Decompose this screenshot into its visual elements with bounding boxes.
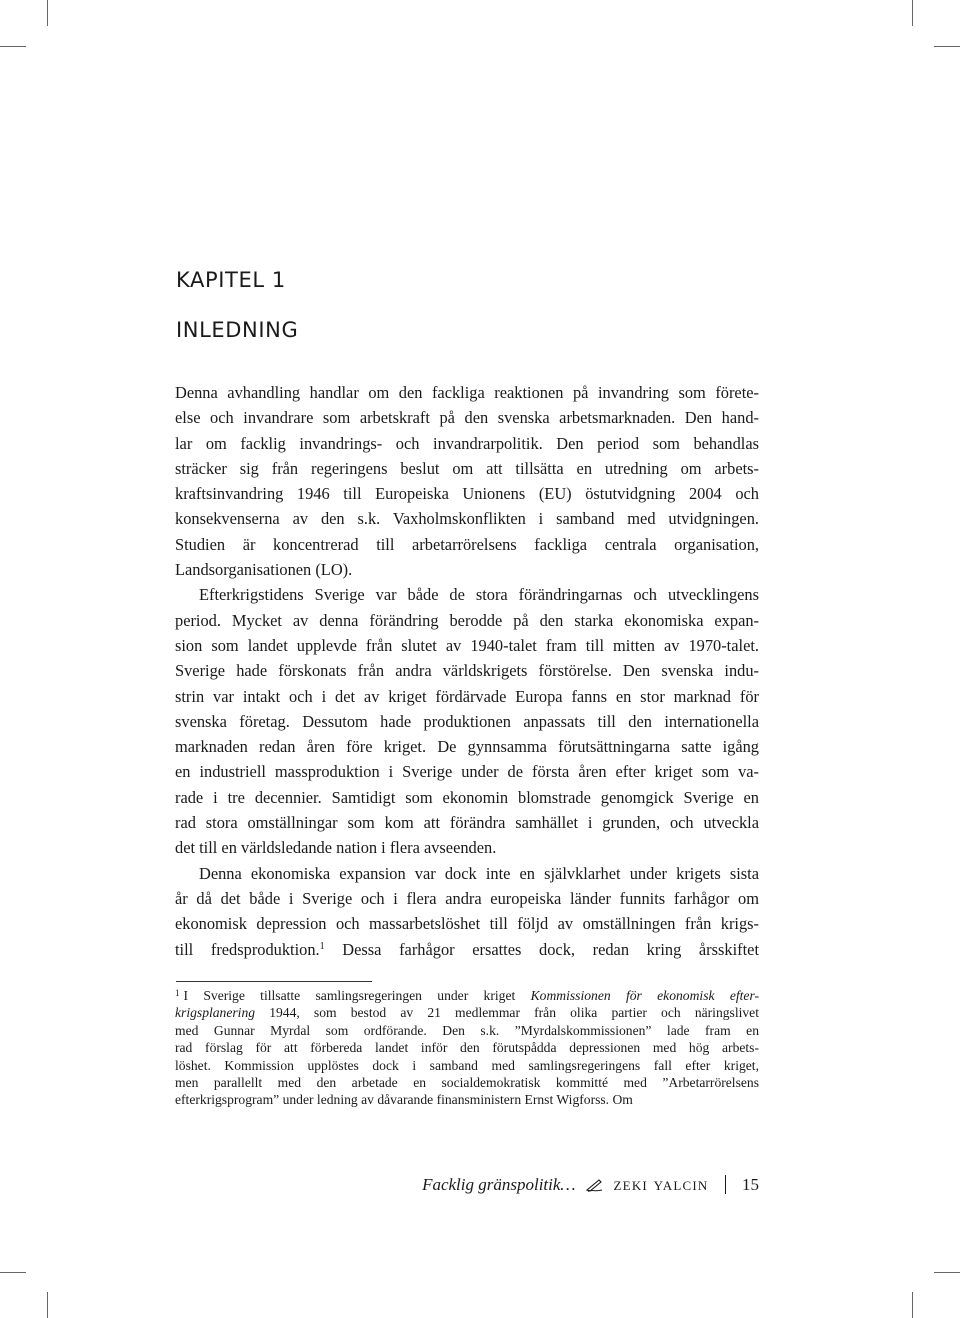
running-footer bbox=[422, 1174, 759, 1195]
text-line: det till en världsledande nation i flera avseenden. bbox=[175, 838, 497, 858]
crop-mark bbox=[0, 46, 26, 47]
text-line: Landsorganisationen (LO). bbox=[175, 560, 353, 580]
footnote-line: löshet. Kommission upplöstes dock i samband med samlingsregeringens fall efter kriget, bbox=[175, 1057, 759, 1073]
text-line: Studien är koncentrerad till arbetarrörelsens fackliga centrala organisation, bbox=[175, 534, 759, 554]
writing-hand-icon bbox=[586, 1178, 604, 1192]
text-line: Denna ekonomiska expansion var dock inte en självklarhet under krigets sista bbox=[199, 863, 759, 883]
footnote bbox=[175, 987, 759, 1109]
footer-separator bbox=[725, 1175, 727, 1194]
footnote-line: men parallellt med den arbetade en socialdemokratisk kommitté med ”Arbetarrörelsens bbox=[175, 1075, 759, 1091]
text-line: sion som landet upplevde från slutet av 1940-talet fram till mitten av 1970-talet. bbox=[175, 635, 759, 655]
text-line: Efterkrigstidens Sverige var både de stora förändringarnas och utvecklingens bbox=[199, 585, 759, 605]
text-line bbox=[175, 937, 759, 962]
footnote-line bbox=[175, 1004, 759, 1021]
text-line: svenska företag. Dessutom hade produktionen anpassats till den internationella bbox=[175, 711, 759, 731]
text-segment: 1944, som bestod av 21 medlemmar från olika partier och näringslivet bbox=[255, 1005, 759, 1021]
italic-title: Kommissionen för ekonomisk efter- bbox=[530, 988, 760, 1003]
book-title: Facklig gränspolitik… bbox=[422, 1174, 576, 1194]
footnote-line: med Gunnar Myrdal som ordförande. Den s.k. ”Myrdalskommissionen” lade fram en bbox=[175, 1022, 759, 1038]
text-line: år då det både i Sverige och i flera andra europeiska länder funnits farhågor om bbox=[175, 888, 759, 908]
text-segment: Dessa farhågor ersattes dock, redan kring årsskiftet bbox=[324, 939, 759, 959]
footnote-divider bbox=[176, 981, 372, 982]
text-line: lar om facklig invandrings- och invandrarpolitik. Den period som behandlas bbox=[175, 433, 759, 453]
text-line: rad stora omställningar som kom att förändra samhället i grunden, och utveckla bbox=[175, 813, 759, 833]
chapter-title: INLEDNING bbox=[176, 318, 299, 342]
crop-mark bbox=[934, 1272, 960, 1273]
text-line: rade i tre decennier. Samtidigt som ekonomin blomstrade genomgick Sverige en bbox=[175, 787, 759, 807]
footnote-reference[interactable]: 1 bbox=[319, 940, 325, 952]
crop-mark bbox=[934, 46, 960, 47]
paragraph bbox=[175, 582, 759, 860]
text-line: Denna avhandling handlar om den fackliga reaktionen på invandring som förete- bbox=[175, 383, 759, 402]
italic-title: krigsplanering bbox=[175, 1005, 256, 1021]
crop-mark bbox=[47, 1292, 48, 1318]
text-line: period. Mycket av denna förändring berodde på den starka ekonomiska expan- bbox=[175, 610, 759, 630]
body-text bbox=[175, 380, 759, 962]
text-line: else och invandrare som arbetskraft på den svenska arbetsmarknaden. Den hand- bbox=[175, 408, 759, 428]
chapter-label: KAPITEL 1 bbox=[176, 268, 286, 292]
text-line: Sverige hade förskonats från andra världskrigets förstörelse. Den svenska indu- bbox=[175, 661, 759, 681]
footnote-line bbox=[175, 987, 759, 1004]
footnote-line: efterkrigsprogram” under ledning av dåvarande finansministern Ernst Wigforss. Om bbox=[175, 1092, 633, 1108]
text-line: sträcker sig från regeringens beslut om att tillsätta en utredning om arbets- bbox=[175, 458, 759, 478]
text-segment: till fredsproduktion. bbox=[175, 939, 320, 959]
text-line: ekonomisk depression och massarbetslöshet till följd av omställningen från krigs- bbox=[175, 914, 759, 934]
text-line: konsekvenserna av den s.k. Vaxholmskonflikten i samband med utvidgningen. bbox=[175, 509, 759, 529]
text-line: en industriell massproduktion i Sverige under de första åren efter kriget som va- bbox=[175, 762, 759, 782]
footnote-line: rad förslag för att förbereda landet inför den förutspådda depressionen med hög arbets- bbox=[175, 1040, 759, 1056]
paragraph bbox=[175, 380, 759, 582]
text-line: marknaden redan åren före kriget. De gynnsamma förutsättningarna satte igång bbox=[175, 737, 759, 757]
text-line: kraftsinvandring 1946 till Europeiska Unionens (EU) östutvidgning 2004 och bbox=[175, 484, 759, 504]
paragraph bbox=[175, 861, 759, 962]
crop-mark bbox=[47, 0, 48, 26]
footnote-number: 1 bbox=[175, 988, 180, 998]
page-number: 15 bbox=[742, 1174, 759, 1194]
crop-mark bbox=[912, 1292, 913, 1318]
text-line: strin var intakt och i det av kriget fördärvade Europa fanns en stor marknad för bbox=[175, 686, 759, 706]
author-name: zeki yalcin bbox=[613, 1174, 709, 1194]
crop-mark bbox=[0, 1272, 26, 1273]
text-segment: I Sverige tillsatte samlingsregeringen under kriget bbox=[183, 988, 531, 1003]
crop-mark bbox=[912, 0, 913, 26]
